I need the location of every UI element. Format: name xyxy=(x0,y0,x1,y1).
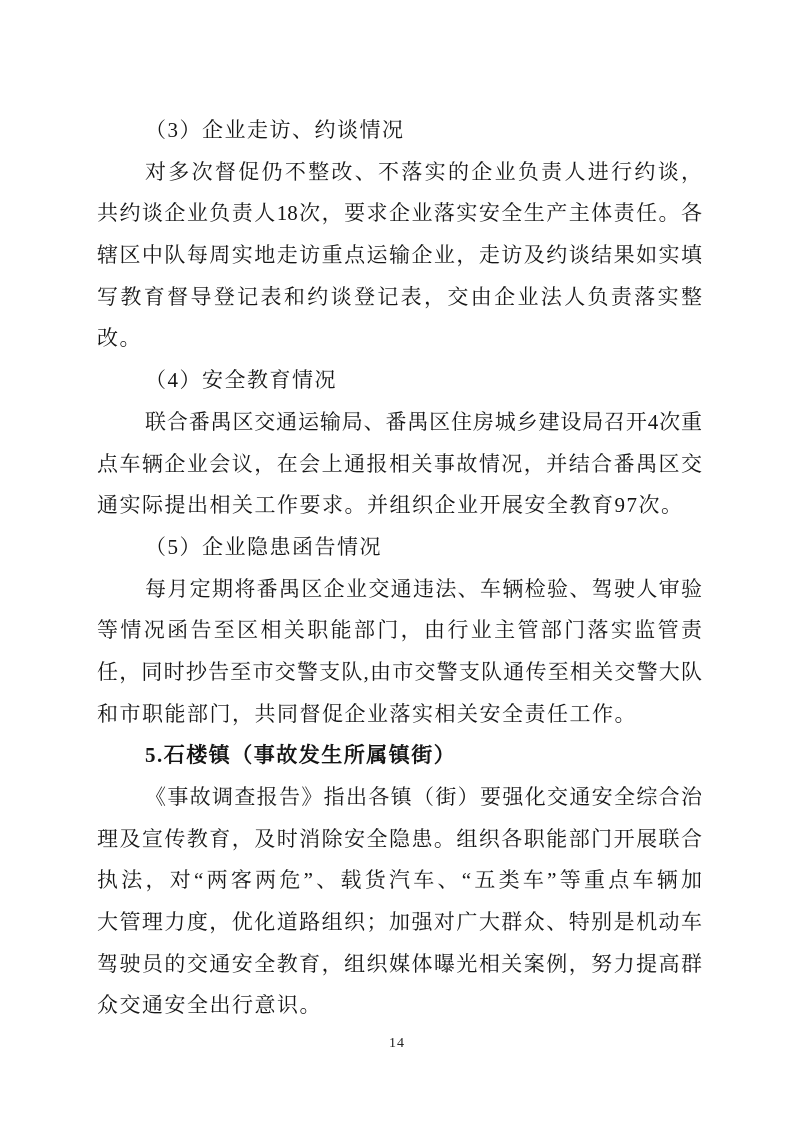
text-line: 大管理力度，优化道路组织；加强对广大群众、特别是机动车 xyxy=(97,910,702,935)
text-line: 共约谈企业负责人18次，要求企业落实安全生产主体责任。各 xyxy=(97,201,702,226)
text-line: 每月定期将番禺区企业交通违法、车辆检验、驾驶人审验 xyxy=(145,576,702,601)
text-line: 《事故调查报告》指出各镇（街）要强化交通安全综合治 xyxy=(145,785,702,809)
page-number: 14 xyxy=(389,1036,405,1051)
text-line: 众交通安全出行意识。 xyxy=(97,993,322,1018)
text-line: 点车辆企业会议，在会上通报相关事故情况，并结合番禺区交 xyxy=(97,451,702,476)
text-line: （5）企业隐患函告情况 xyxy=(145,534,382,559)
text-line: 对多次督促仍不整改、不落实的企业负责人进行约谈， xyxy=(145,159,702,184)
text-line: 任，同时抄告至市交警支队,由市交警支队通传至相关交警大队 xyxy=(97,659,702,684)
text-line: 理及宣传教育，及时消除安全隐患。组织各职能部门开展联合 xyxy=(97,826,702,851)
text-line: 联合番禺区交通运输局、番禺区住房城乡建设局召开4次重 xyxy=(145,409,702,434)
text-line: 执法，对“两客两危”、载货汽车、“五类车”等重点车辆加 xyxy=(97,868,702,893)
text-line: 5.石楼镇（事故发生所属镇街） xyxy=(145,743,457,768)
text-line: 写教育督导登记表和约谈登记表，交由企业法人负责落实整 xyxy=(97,284,702,309)
text-line: 驾驶员的交通安全教育，组织媒体曝光相关案例，努力提高群 xyxy=(97,951,702,976)
text-line: （4）安全教育情况 xyxy=(145,368,337,393)
text-line: （3）企业走访、约谈情况 xyxy=(145,118,405,142)
document-body xyxy=(97,110,702,1027)
text-line: 和市职能部门，共同督促企业落实相关安全责任工作。 xyxy=(97,701,637,726)
text-line: 通实际提出相关工作要求。并组织企业开展安全教育97次。 xyxy=(97,493,684,518)
text-line: 等情况函告至区相关职能部门，由行业主管部门落实监管责 xyxy=(97,618,702,643)
text-line: 改。 xyxy=(97,326,142,351)
text-line: 辖区中队每周实地走访重点运输企业，走访及约谈结果如实填 xyxy=(97,243,702,268)
